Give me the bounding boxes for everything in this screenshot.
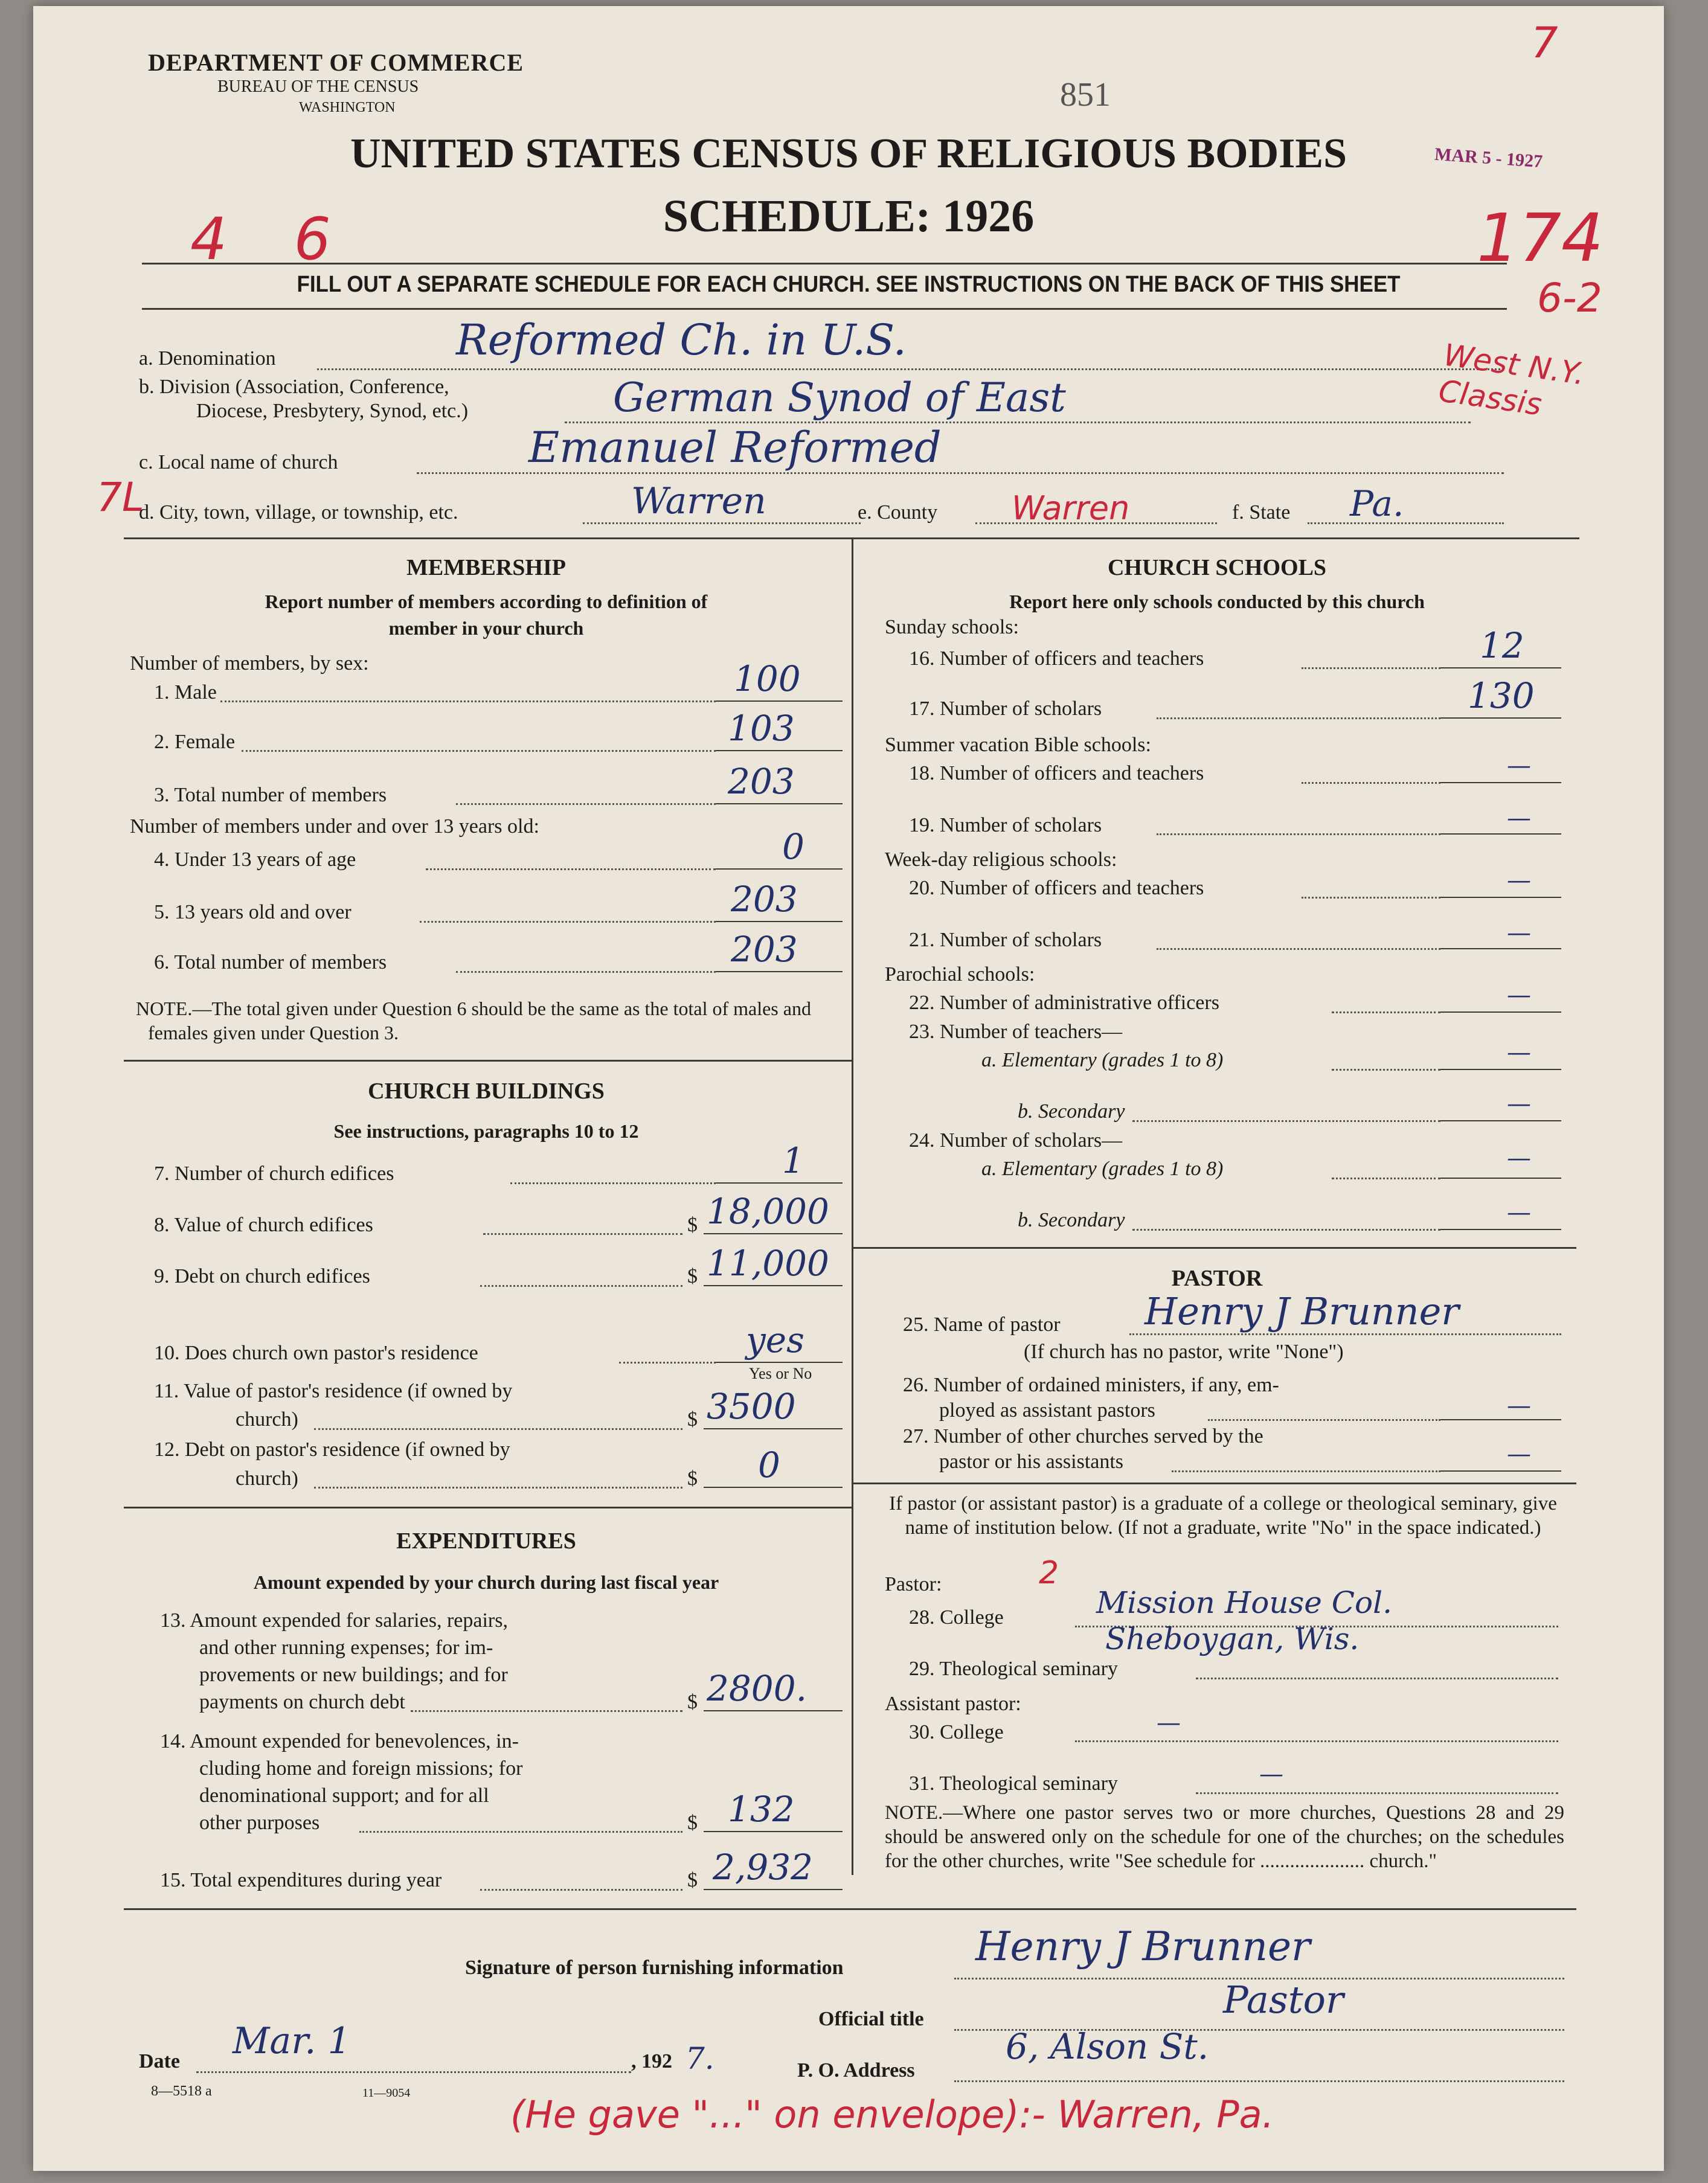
q13-line-2: and other running expenses; for im- — [199, 1636, 493, 1659]
q14-line-3: denominational support; and for all — [199, 1784, 489, 1807]
q3-value: 203 — [728, 761, 795, 802]
q9-dollar: $ — [687, 1265, 698, 1287]
members-by-age-label: Number of members under and over 13 years old: — [130, 815, 539, 838]
dotted-line — [456, 971, 716, 973]
dotted-line — [220, 700, 716, 702]
po-address-label: P. O. Address — [797, 2059, 915, 2082]
rule — [1440, 948, 1561, 949]
rule — [1440, 1178, 1561, 1179]
q8-value: 18,000 — [707, 1191, 829, 1232]
q8-dollar: $ — [687, 1214, 698, 1236]
dotted-line — [317, 368, 1504, 370]
rule — [1440, 1120, 1561, 1121]
classis-note: West N.Y. Classis — [1436, 337, 1587, 423]
q10-label: 10. Does church own pastor's residence — [154, 1342, 478, 1364]
q11-label-2: church) — [236, 1408, 298, 1431]
q11-label-1: 11. Value of pastor's residence (if owned by — [154, 1380, 513, 1402]
form-title: UNITED STATES CENSUS OF RELIGIOUS BODIES — [350, 130, 1347, 177]
schools-heading: CHURCH SCHOOLS — [1107, 555, 1327, 580]
dotted-line — [1332, 1178, 1440, 1179]
census-schedule-sheet — [33, 6, 1664, 2171]
q26-label-1: 26. Number of ordained ministers, if any, em- — [903, 1374, 1279, 1396]
year-prefix: , 192 — [631, 2050, 672, 2072]
membership-note: NOTE.—The total given under Question 6 should be the same as the total of males and females given under Question 3. — [136, 998, 811, 1043]
rule — [704, 1285, 843, 1286]
q19-label: 19. Number of scholars — [909, 814, 1102, 836]
q31-label: 31. Theological seminary — [909, 1772, 1118, 1795]
q14-line-4: other purposes — [199, 1812, 320, 1834]
q24b-label: b. Secondary — [1018, 1209, 1125, 1231]
q17-label: 17. Number of scholars — [909, 697, 1102, 720]
date-label: Date — [139, 2050, 180, 2072]
rule — [124, 1507, 852, 1508]
dotted-line — [1157, 717, 1440, 719]
left-red-mark: 4 6 — [190, 205, 355, 273]
parochial-schools-label: Parochial schools: — [885, 963, 1035, 986]
q27-value: — — [1507, 1440, 1531, 1468]
dotted-line — [510, 1182, 716, 1184]
q16-label: 16. Number of officers and teachers — [909, 647, 1204, 670]
q30-value: — — [1157, 1709, 1181, 1737]
dotted-line — [242, 750, 716, 752]
q5-value: 203 — [731, 879, 798, 920]
q18-label: 18. Number of officers and teachers — [909, 762, 1204, 784]
q26-value: — — [1507, 1392, 1531, 1420]
q18-value: — — [1507, 752, 1531, 780]
dotted-line — [480, 1285, 682, 1287]
schools-sub: Report here only schools conducted by this church — [1009, 591, 1425, 612]
rule — [1440, 1229, 1561, 1230]
q21-value: — — [1507, 919, 1531, 947]
q2-value: 103 — [728, 708, 795, 749]
dotted-line — [1332, 1069, 1440, 1071]
pastor-sublabel: Pastor: — [885, 1573, 942, 1595]
rule — [716, 803, 843, 804]
city-heading: WASHINGTON — [299, 100, 396, 115]
q13-line-1: 13. Amount expended for salaries, repairs, — [160, 1609, 508, 1632]
signature-value: Henry J Brunner — [975, 1923, 1311, 1970]
q14-value: 132 — [728, 1789, 795, 1830]
dotted-line — [426, 868, 716, 870]
q1-label: 1. Male — [154, 681, 217, 704]
schedule-title: SCHEDULE: 1926 — [663, 191, 1035, 242]
rule — [704, 1831, 843, 1832]
rule — [716, 921, 843, 922]
q20-label: 20. Number of officers and teachers — [909, 877, 1204, 899]
q15-dollar: $ — [687, 1869, 698, 1891]
dotted-line — [480, 1889, 682, 1891]
q13-dollar: $ — [687, 1691, 698, 1713]
expenditures-sub: Amount expended by your church during last fiscal year — [253, 1571, 719, 1593]
date-value: Mar. 1 — [233, 2020, 351, 2062]
q16-value: 12 — [1480, 625, 1524, 666]
column-divider — [852, 537, 853, 1875]
q23b-label: b. Secondary — [1018, 1100, 1125, 1123]
q3-label: 3. Total number of members — [154, 784, 387, 806]
rule — [716, 1182, 843, 1184]
rule — [716, 750, 843, 751]
q12-dollar: $ — [687, 1467, 698, 1490]
q23-label: 23. Number of teachers— — [909, 1021, 1123, 1043]
division-label-1: b. Division (Association, Conference, — [139, 376, 449, 398]
print-code: 11—9054 — [362, 2086, 411, 2100]
membership-heading: MEMBERSHIP — [406, 555, 566, 580]
dotted-line — [583, 522, 861, 524]
corner-mark: 7 — [1531, 18, 1558, 68]
q8-label: 8. Value of church edifices — [154, 1214, 373, 1236]
q2-label: 2. Female — [154, 731, 236, 753]
year-value: 7. — [685, 2041, 714, 2076]
buildings-heading: CHURCH BUILDINGS — [368, 1079, 605, 1104]
q9-value: 11,000 — [707, 1243, 829, 1284]
q31-value: — — [1259, 1760, 1283, 1788]
q12-label-2: church) — [236, 1467, 298, 1490]
rule — [1440, 1419, 1561, 1420]
dotted-line — [420, 921, 716, 923]
pastor-heading: PASTOR — [1171, 1266, 1263, 1291]
rule — [716, 868, 843, 870]
q26-label-2: ployed as assistant pastors — [939, 1399, 1155, 1422]
q14-line-1: 14. Amount expended for benevolences, in- — [160, 1730, 519, 1752]
sunday-schools-label: Sunday schools: — [885, 616, 1019, 638]
dotted-line — [483, 1233, 682, 1235]
q11-value: 3500 — [707, 1386, 796, 1427]
rule — [1440, 1470, 1561, 1472]
rule — [852, 1247, 1576, 1249]
q23b-value: — — [1507, 1090, 1531, 1118]
signature-label: Signature of person furnishing information — [465, 1957, 844, 1979]
dotted-line — [1157, 948, 1440, 950]
rule — [142, 308, 1507, 310]
q25-label: 25. Name of pastor — [903, 1313, 1061, 1336]
q25-value: Henry J Brunner — [1145, 1289, 1459, 1333]
envelope-red-note: (He gave "..." on envelope):- Warren, Pa. — [510, 2092, 1274, 2137]
state-value: Pa. — [1350, 483, 1404, 524]
dotted-line — [1302, 897, 1440, 899]
q29-value: Sheboygan, Wis. — [1105, 1621, 1360, 1656]
sub-red-mark: 6-2 — [1537, 275, 1602, 321]
q19-value: — — [1507, 804, 1531, 832]
rule — [1440, 717, 1561, 719]
q12-label-1: 12. Debt on pastor's residence (if owned by — [154, 1438, 510, 1461]
city-value: Warren — [631, 480, 766, 522]
q10-value: yes — [746, 1319, 804, 1361]
dotted-line — [1172, 1470, 1440, 1472]
denomination-label: a. Denomination — [139, 347, 276, 370]
rule — [704, 1487, 843, 1488]
q7-value: 1 — [782, 1140, 804, 1181]
county-value: Warren — [1012, 489, 1130, 527]
assistant-sublabel: Assistant pastor: — [885, 1693, 1021, 1715]
rule — [1440, 782, 1561, 783]
dotted-line — [1132, 1229, 1440, 1231]
rule — [704, 1710, 843, 1711]
dotted-line — [314, 1428, 682, 1430]
q21-label: 21. Number of scholars — [909, 929, 1102, 951]
department-heading: DEPARTMENT OF COMMERCE — [148, 49, 524, 76]
dotted-line — [1302, 667, 1440, 669]
dotted-line — [1157, 833, 1440, 835]
rule — [716, 971, 843, 972]
q12-value: 0 — [758, 1444, 780, 1486]
q23a-value: — — [1507, 1039, 1531, 1066]
division-value: German Synod of East — [613, 374, 1066, 421]
rule — [142, 263, 1507, 264]
q14-dollar: $ — [687, 1812, 698, 1834]
q27-label-2: pastor or his assistants — [939, 1451, 1124, 1473]
rule — [704, 1428, 843, 1429]
q24-label: 24. Number of scholars— — [909, 1129, 1123, 1152]
q14-line-2: cluding home and foreign missions; for — [199, 1757, 523, 1780]
expenditures-heading: EXPENDITURES — [396, 1528, 576, 1554]
rule — [124, 1060, 852, 1062]
q29-label: 29. Theological seminary — [909, 1658, 1118, 1680]
dotted-line — [1308, 522, 1504, 524]
q24b-value: — — [1507, 1199, 1531, 1226]
q27-label-1: 27. Number of other churches served by the — [903, 1425, 1263, 1447]
weekday-schools-label: Week-day religious schools: — [885, 848, 1117, 871]
q6-label: 6. Total number of members — [154, 951, 387, 973]
q15-value: 2,932 — [713, 1847, 814, 1888]
dotted-line — [954, 2080, 1564, 2082]
graduate-note: If pastor (or assistant pastor) is a graduate of a college or theological seminary, give name of institution below. (If not a graduate, write "No" in the space indicated.) — [889, 1493, 1557, 1539]
q13-line-4: payments on church debt — [199, 1691, 405, 1713]
rule — [1440, 1011, 1561, 1013]
official-title-value: Pastor — [1223, 1978, 1344, 2022]
dotted-line — [456, 803, 716, 805]
q20-value: — — [1507, 867, 1531, 894]
form-number: 851 — [1060, 76, 1111, 114]
members-by-sex-label: Number of members, by sex: — [130, 652, 369, 675]
rule — [716, 700, 843, 702]
division-label-2: Diocese, Presbytery, Synod, etc.) — [196, 400, 469, 422]
rule — [1440, 1069, 1561, 1070]
q1-value: 100 — [734, 658, 801, 699]
dotted-line — [1132, 1120, 1440, 1122]
dotted-line — [1075, 1740, 1558, 1742]
q23a-label: a. Elementary (grades 1 to 8) — [981, 1049, 1224, 1071]
membership-sub-1: Report number of members according to definition of — [265, 591, 708, 612]
rule — [716, 1362, 843, 1363]
local-name-value: Emanuel Reformed — [528, 423, 942, 472]
q24a-label: a. Elementary (grades 1 to 8) — [981, 1158, 1224, 1180]
county-label: e. County — [858, 501, 938, 524]
rule — [124, 1908, 1576, 1910]
q10-hint: Yes or No — [749, 1365, 812, 1382]
q25-hint: (If church has no pastor, write "None") — [1024, 1341, 1344, 1363]
pastor-red-mark: 2 — [1039, 1555, 1059, 1591]
q17-value: 130 — [1468, 675, 1535, 716]
dotted-line — [619, 1362, 716, 1364]
q4-label: 4. Under 13 years of age — [154, 848, 356, 871]
form-code: 8—5518 a — [151, 2083, 212, 2099]
q7-label: 7. Number of church edifices — [154, 1162, 394, 1185]
q6-value: 203 — [731, 929, 798, 970]
q28-label: 28. College — [909, 1606, 1004, 1629]
dotted-line — [359, 1831, 682, 1833]
dotted-line — [1196, 1792, 1558, 1794]
dotted-line — [1302, 782, 1440, 784]
city-red-mark: 7L — [97, 474, 144, 521]
q22-value: — — [1507, 981, 1531, 1009]
state-label: f. State — [1232, 501, 1291, 524]
fill-out-instruction: FILL OUT A SEPARATE SCHEDULE FOR EACH CHURCH. SEE INSTRUCTIONS ON THE BACK OF THIS SHEET — [297, 272, 1401, 297]
q13-line-3: provements or new buildings; and for — [199, 1664, 508, 1686]
dotted-line — [411, 1710, 682, 1712]
q4-value: 0 — [782, 826, 804, 867]
rule — [1440, 667, 1561, 668]
dotted-line — [314, 1487, 682, 1489]
local-name-label: c. Local name of church — [139, 451, 338, 473]
rule — [1440, 897, 1561, 898]
dotted-line — [1332, 1011, 1440, 1013]
q5-label: 5. 13 years old and over — [154, 901, 352, 923]
buildings-sub: See instructions, paragraphs 10 to 12 — [333, 1120, 639, 1142]
po-address-value: 6, Alson St. — [1006, 2026, 1209, 2067]
rule — [704, 1889, 843, 1890]
dotted-line — [1208, 1419, 1440, 1421]
denomination-value: Reformed Ch. in U.S. — [456, 315, 907, 365]
summer-schools-label: Summer vacation Bible schools: — [885, 734, 1151, 756]
dotted-line — [196, 2071, 631, 2073]
bureau-heading: BUREAU OF THE CENSUS — [217, 77, 419, 96]
dotted-line — [1196, 1678, 1558, 1679]
dotted-line — [1129, 1333, 1561, 1335]
rule — [1440, 833, 1561, 835]
q13-value: 2800. — [707, 1668, 807, 1709]
q28-value: Mission House Col. — [1096, 1585, 1392, 1620]
pastor-note: NOTE.—Where one pastor serves two or more churches, Questions 28 and 29 should be answered only on the schedule for one of the churches; on the schedules for the other churches, write "See schedule for ..................... church." — [885, 1802, 1564, 1872]
q30-label: 30. College — [909, 1721, 1004, 1743]
q9-label: 9. Debt on church edifices — [154, 1265, 370, 1287]
right-red-mark: 174 — [1477, 199, 1604, 277]
dotted-line — [417, 472, 1504, 474]
q24a-value: — — [1507, 1144, 1531, 1172]
q15-label: 15. Total expenditures during year — [160, 1869, 442, 1891]
q11-dollar: $ — [687, 1408, 698, 1431]
rule — [704, 1233, 843, 1234]
city-label: d. City, town, village, or township, etc. — [139, 501, 458, 524]
membership-sub-2: member in your church — [388, 617, 584, 639]
rule — [852, 1483, 1576, 1484]
date-stamp: MAR 5 - 1927 — [1434, 144, 1544, 172]
q22-label: 22. Number of administrative officers — [909, 992, 1219, 1014]
official-title-label: Official title — [818, 2008, 924, 2030]
